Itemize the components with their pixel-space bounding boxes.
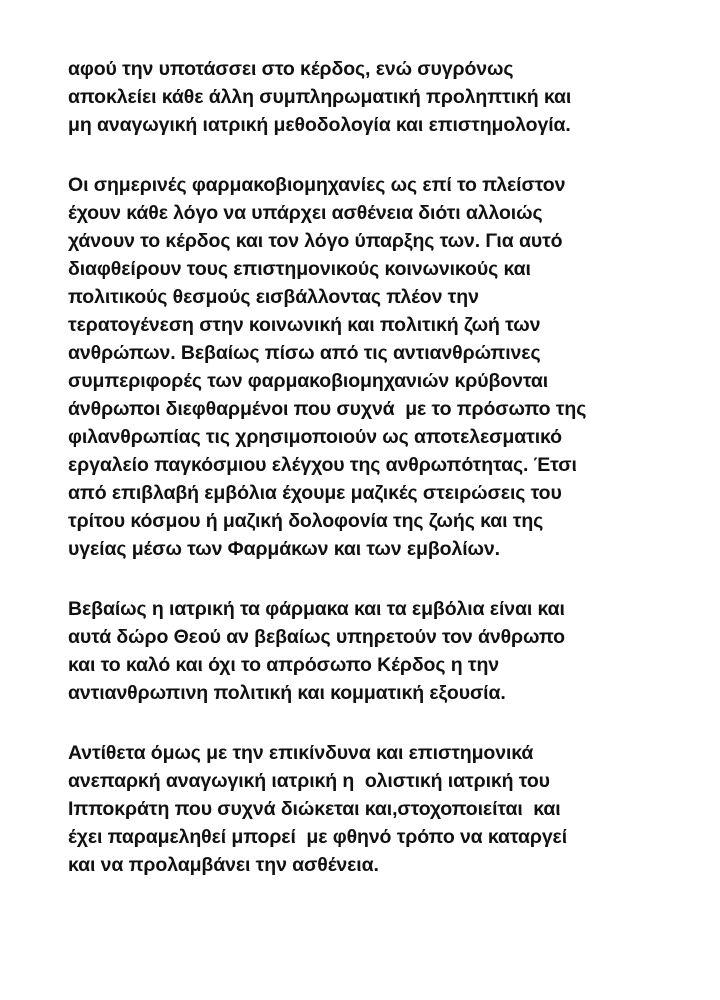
text-line: και το καλό και όχι το απρόσωπο Κέρδος η την	[68, 654, 499, 676]
text-line: διαφθείρουν τους επιστημονικούς κοινωνικούς και	[68, 258, 531, 280]
text-line: αφού την υποτάσσει στο κέρδος, ενώ συγρόνως	[68, 58, 514, 80]
text-line: συμπεριφορές των φαρμακοβιομηχανιών κρύβονται	[68, 370, 549, 392]
text-line: υγείας μέσω των Φαρμάκων και των εμβολίων.	[68, 538, 500, 560]
text-line: ανθρώπων. Βεβαίως πίσω από τις αντιανθρώπινες	[68, 342, 541, 364]
text-line: αυτά δώρο Θεού αν βεβαίως υπηρετούν τον άνθρωπο	[68, 626, 565, 648]
text-line: άνθρωποι διεφθαρμένοι που συχνά με το πρόσωπο της	[68, 398, 587, 420]
text-line: αποκλείει κάθε άλλη συμπληρωματική προληπτική και	[68, 86, 572, 108]
text-line: χάνουν το κέρδος και τον λόγο ύπαρξης των. Για αυτό	[68, 230, 563, 252]
text-line: Ιπποκράτη που συχνά διώκεται και,στοχοποιείται και	[68, 798, 561, 820]
text-line: Βεβαίως η ιατρική τα φάρμακα και τα εμβόλια είναι και	[68, 598, 565, 620]
text-line: πολιτικούς θεσμούς εισβάλλοντας πλέον την	[68, 286, 479, 308]
text-line: εργαλείο παγκόσμιου ελέγχου της ανθρωπότητας. Έτσι	[68, 454, 577, 476]
paragraph	[68, 739, 678, 879]
text-line: έχουν κάθε λόγο να υπάρχει ασθένεια διότι αλλοιώς	[68, 202, 543, 224]
text-line: αντιανθρωπινη πολιτική και κομματική εξουσία.	[68, 682, 506, 704]
text-line: από επιβλαβή εμβόλια έχουμε μαζικές στειρώσεις του	[68, 482, 562, 504]
paragraph	[68, 171, 678, 563]
text-line: και να προλαμβάνει την ασθένεια.	[68, 854, 379, 876]
paragraph	[68, 595, 678, 707]
text-line: έχει παραμεληθεί μπορεί με φθηνό τρόπο να καταργεί	[68, 826, 568, 848]
text-line: Οι σημερινές φαρμακοβιομηχανίες ως επί το πλείστον	[68, 174, 566, 196]
text-line: τρίτου κόσμου ή μαζική δολοφονία της ζωής και της	[68, 510, 544, 532]
paragraph	[68, 55, 678, 139]
text-line: τερατογένεση στην κοινωνική και πολιτική ζωή των	[68, 314, 541, 336]
document-body	[68, 55, 678, 911]
text-line: ανεπαρκή αναγωγική ιατρική η ολιστική ιατρική του	[68, 770, 550, 792]
text-line: φιλανθρωπίας τις χρησιμοποιούν ως αποτελεσματικό	[68, 426, 562, 448]
text-line: μη αναγωγική ιατρική μεθοδολογία και επιστημολογία.	[68, 114, 571, 136]
text-line: Αντίθετα όμως με την επικίνδυνα και επιστημονικά	[68, 742, 534, 764]
